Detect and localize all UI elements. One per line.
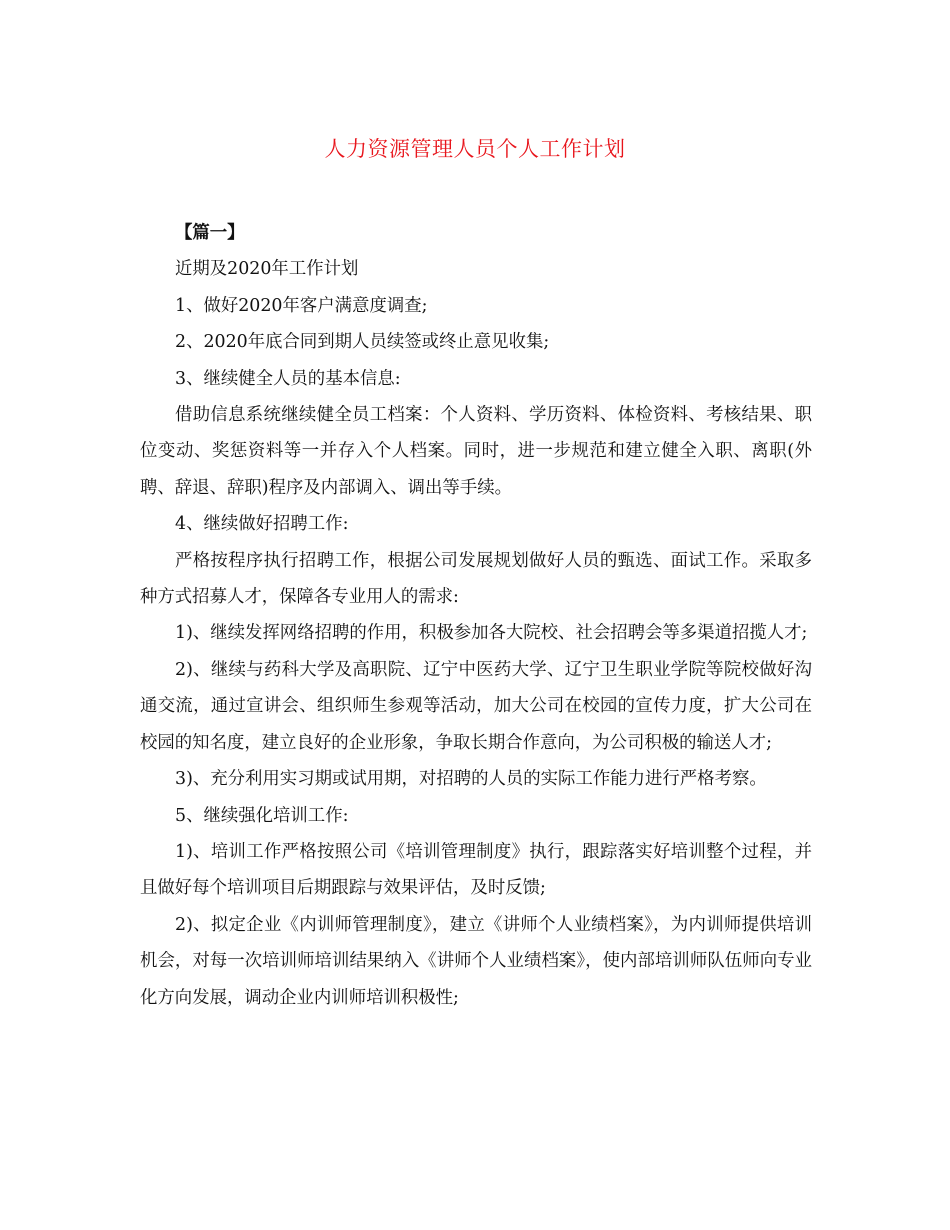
paragraph: 3、继续健全人员的基本信息: [175,368,401,389]
paragraph: 近期及2020年工作计划 [175,259,359,280]
section-heading: 【篇一】 [175,223,245,243]
paragraph: 借助信息系统继续健全员工档案：个人资料、学历资料、体检资料、考核结果、职位变动、奖惩资料等一并存入个人档案。同时，进一步规范和建立健全入职、离职(外聘、辞退、辞职)程序及内部调入、调出等手续。 [140,405,812,498]
paragraph: 2)、拟定企业《内训师管理制度》，建立《讲师个人业绩档案》，为内训师提供培训机会，对每一次培训师培训结果纳入《讲师个人业绩档案》，使内部培训师队伍师向专业化方向发展，调动企业内训师培训积极性; [140,914,812,1008]
paragraph: 3)、充分利用实习期或试用期，对招聘的人员的实际工作能力进行严格考察。 [175,769,767,790]
paragraph: 2、2020年底合同到期人员续签或终止意见收集; [175,332,550,353]
document-body [140,215,812,1016]
document-title: 人力资源管理人员个人工作计划 [324,137,626,161]
paragraph: 2)、继续与药科大学及高职院、辽宁中医药大学、辽宁卫生职业学院等院校做好沟通交流，通过宣讲会、组织师生参观等活动，加大公司在校园的宣传力度，扩大公司在校园的知名度，建立良好的企业形象，争取长期合作意向，为公司积极的输送人才; [140,659,812,753]
paragraph: 1)、培训工作严格按照公司《培训管理制度》执行，跟踪落实好培训整个过程，并且做好每个培训项目后期跟踪与效果评估，及时反馈; [140,841,812,899]
paragraph: 1、做好2020年客户满意度调查; [175,295,428,316]
paragraph: 1)、继续发挥网络招聘的作用，积极参加各大院校、社会招聘会等多渠道招揽人才; [175,623,808,644]
paragraph: 严格按程序执行招聘工作，根据公司发展规划做好人员的甄选、面试工作。采取多种方式招募人才，保障各专业用人的需求: [140,550,812,608]
paragraph: 5、继续强化培训工作: [175,805,349,826]
paragraph: 4、继续做好招聘工作: [175,514,349,535]
